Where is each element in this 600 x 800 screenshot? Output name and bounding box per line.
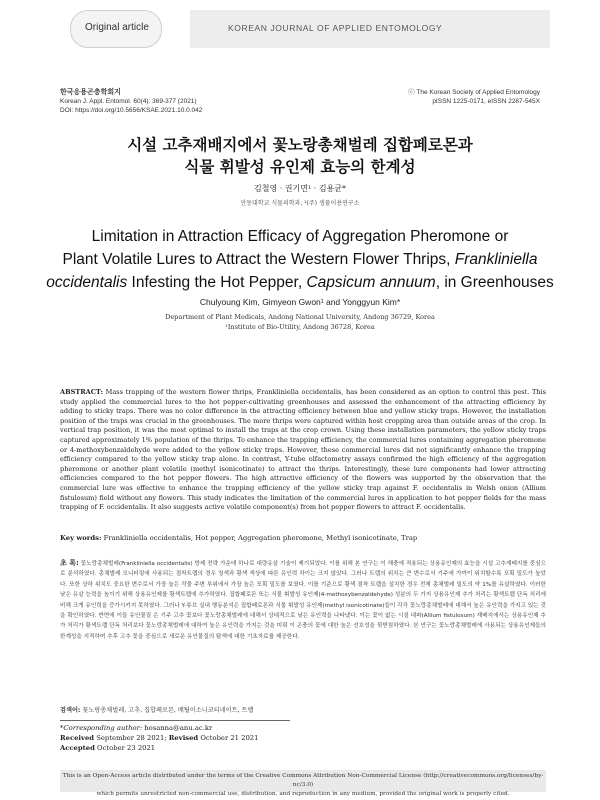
- title-text: , in Greenhouses: [435, 274, 554, 291]
- issn: pISSN 1225-0171, eISSN 2287-545X: [432, 98, 540, 105]
- title-plant: Capsicum annuum: [306, 274, 436, 291]
- korean-keywords-text: 꽃노랑총채벌레, 고추, 집합페로몬, 메틸이소니코티네이트, 트랩: [80, 707, 254, 714]
- title-species: Frankliniella: [454, 251, 538, 268]
- citation-block: [60, 88, 202, 115]
- journal-banner-label: KOREAN JOURNAL OF APPLIED ENTOMOLOGY: [228, 23, 443, 33]
- title-text: Plant Volatile Lures to Attract the Western Flower Thrips,: [62, 251, 455, 268]
- korean-authors: 김철영 · 권기면¹ · 김용균*: [253, 184, 347, 193]
- korean-abstract-text: 꽃노랑총채벌레(Frankliniella occidentalis) 방제 전략 가운데 하나로 대량유살 기술이 제기되었다. 이를 위해 본 연구는 이 해충에 적용되는 상용유인제의 효능을 시설 고추재배지를 중심으로 분석하였다. 총채벌레 모니터링에 사용되는 점착트랩의 경우 청색과 황색 색상에 따른 유인력 차이는 크지 않았다. 그러나 트랩의 위치는 큰 변수로서 기주에 가까이 위치할수록 포획 밀도가 높았다. 또한 상하 위치도 중요한 변수로서 가장 높은 작물 주변 부위에서 가장 높은 포획 밀도를 보였다. 이를 기준으로 황색 점착 트랩을 설치한 경우 전체 총채벌레 밀도의 약 1%를 유살하였다. 이러한 낮은 유살 능력을 높이기 위해 상용유인제를 황색트랩에 추가하였다. 집합페로몬 또는 식물 휘발성 유인제(4-methoxybenzaldehyde) 성분의 두 가지 상용유인제 추가 처리는 황색트랩 단독 처리에 비해 크게 유인력을 증가시키지 못하였다. 그러나 Y-튜브 실내 행동분석은 집합페로몬과 식물 휘발성 유인제(methyl isonicotinate)들이 각각 꽃노랑총채벌레에 대해서 높은 유인력을 가지고 있는 것을 확인하였다. 반면에 이들 유인물질 은 기주 고추 꽃보다 꽃노랑총채벌레에 대해서 상대적으로 낮은 유인력을 나타냈다. 이는 꽃이 없는 시설 대파(Allium fistulosum) 재배지에서는 상용유인제 추가 처리가 황색트랩 단독 처리보다 꽃노랑총채벌레에 대하여 높은 유인력을 가지는 것을 미뤄 이 곤충의 꽃에 대한 높은 선호성을 뒷받침하였다. 본 연구는 꽃노랑총채벌레에 사용되는 상용유인제들의 한계성을 지적하며 추후 고추 꽃을 중심으로 새로운 유인물질의 탐색에 대한 기초자료를 제공한다.: [60, 561, 547, 640]
- corresponding-label: *Corresponding author:: [60, 724, 143, 732]
- article-type-tag: [70, 10, 162, 48]
- revised-label: Revised: [168, 734, 199, 742]
- keywords: [60, 534, 546, 542]
- journal-banner: [190, 10, 550, 48]
- korean-title-line-2: 식물 휘발성 유인제 효능의 한계성: [184, 158, 416, 176]
- keywords-label: Key words:: [60, 534, 102, 542]
- english-authors: Chulyoung Kim, Gimyeon Gwon¹ and Yonggyun Kim*: [199, 297, 401, 307]
- abstract: [60, 388, 546, 513]
- korean-abstract-label: 초 록:: [60, 559, 79, 567]
- abstract-text: Mass trapping of the western flower thrips, Frankliniella occidentalis, has been considered as an option to control this pest. This study applied the commercial lures to the hot pepper-cultivating greenhouses and assessed the enhancement of the attracting efficiency by adding to sticky traps. There was no color difference in the attracting efficiency between blue and yellow sticky traps. However, the installation position of the traps was crucial in the greenhouses. The more thrips were captured within host cropping area than outside areas of the crop. In vertical trap position, it was the most optimal to install the traps at the crop crown. Using these installation parameters, the yellow sticky traps captured approximately 1% population of the thrips. To enhance the trapping efficiency, the commercial lures containing aggregation pheromone or 4-methoxybenzaldehyde were added to the yellow sticky traps. However, these commercial lures did not significantly enhance the trapping efficiency compared to the yellow sticky trap alone. In contrast, Y-tube olfactometry assays confirmed the high efficiency of the aggregation pheromone or another plant volatile (methyl isonicotinate) to attract the thrips. Interestingly, these lure components had lower attracting efficiencies compared to the hot pepper flowers. The high attractive efficiency of the flowers was supported by the observation that the commercial lure was effective to enhance the trapping efficiency of the yellow sticky trap against F. occidentalis in Welsh onion (Allium fistulosum) field without any flowers. This study indicates the limitation of the commercial lures in application to hot pepper fields for the mass trapping of F. occidentalis. It also suggests active volatile component(s) from hot pepper flowers to attract F. occidentalis.: [60, 388, 546, 512]
- doi-link[interactable]: DOI: https://doi.org/10.5656/KSAE.2021.10.0.042: [60, 107, 203, 114]
- accepted-date: October 23 2021: [94, 744, 156, 752]
- revised-date: October 21 2021: [198, 734, 259, 742]
- korean-abstract: [60, 558, 546, 642]
- copyright-block: [408, 88, 540, 106]
- open-access-line-1: This is an Open-Access article distributed under the terms of the Creative Commons Attribution Non-Commercial License (http://creativecommons.org/licenses/by-nc/3.0): [62, 773, 544, 788]
- received-revised: [60, 733, 258, 743]
- correspondence-block: [60, 723, 258, 753]
- accepted-label: Accepted: [60, 744, 95, 752]
- top-bar: [0, 0, 600, 58]
- english-title-line-3: [40, 274, 560, 292]
- korean-title-line-1: 시설 고추재배지에서 꽃노랑총채벌레 집합페로몬과: [127, 136, 473, 154]
- title-text: Infesting the Hot Pepper,: [127, 274, 307, 291]
- corresponding-author: [60, 723, 258, 733]
- received-date: September 28 2021;: [94, 734, 169, 742]
- title-species: occidentalis: [46, 274, 128, 291]
- english-affiliation-2: ¹Institute of Bio-Utility, Andong 36728, Korea: [225, 323, 375, 331]
- english-affiliation-1: Department of Plant Medicals, Andong National University, Andong 36729, Korea: [165, 313, 435, 321]
- footnote-divider: [60, 720, 290, 721]
- english-title-line-2: [40, 251, 560, 269]
- korean-keywords-label: 검색어:: [60, 707, 81, 714]
- article-type-label: Original article: [85, 22, 149, 33]
- korean-affiliation: 안동대학교 식물의학과, ¹(주) 생물이용연구소: [240, 200, 360, 207]
- open-access-line-2: which permits unrestricted non-commercial use, distribution, and reproduction in any medium, provided the original work is properly cited.: [96, 791, 510, 797]
- open-access-notice: [60, 770, 546, 797]
- abstract-label: ABSTRACT:: [60, 388, 103, 396]
- accepted: [60, 743, 258, 753]
- journal-korean-name: 한국응용곤충학회지: [60, 89, 121, 96]
- received-label: Received: [60, 734, 95, 742]
- korean-keywords: [60, 705, 546, 714]
- author-email[interactable]: hosanna@anu.ac.kr: [142, 724, 213, 732]
- copyright: ⓒ The Korean Society of Applied Entomology: [408, 89, 540, 96]
- citation: Korean J. Appl. Entomol. 60(4): 369-377 (2021): [60, 98, 197, 105]
- keywords-text: Frankliniella occidentalis, Hot pepper, Aggregation pheromone, Methyl isonicotinate, Trap: [101, 534, 418, 542]
- english-title-line-1: Limitation in Attraction Efficacy of Aggregation Pheromone or: [91, 228, 509, 245]
